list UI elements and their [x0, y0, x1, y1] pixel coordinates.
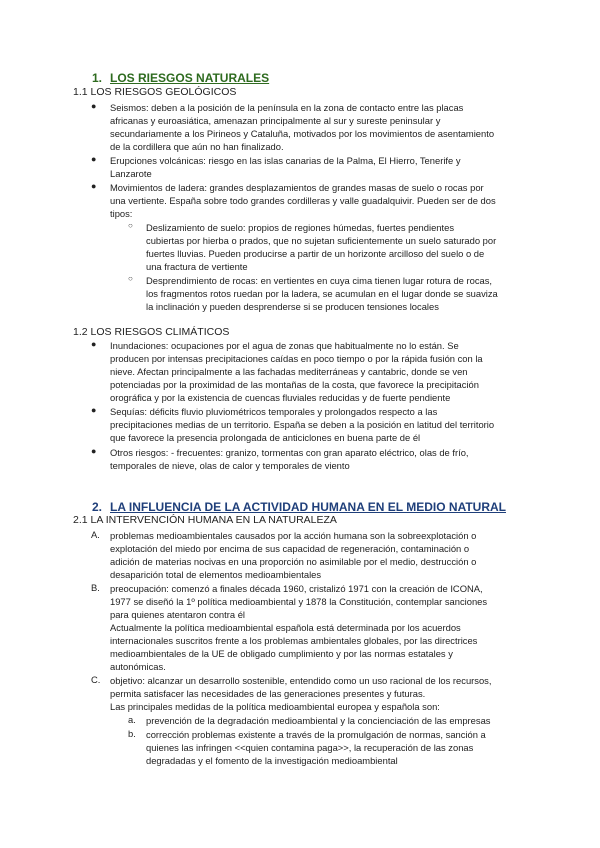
list-item-line: potenciadas por la proximidad de las montañas de la costa, que favorece la precipitación — [110, 379, 479, 390]
list-item-line: producen por intensas precipitaciones caídas en poco tiempo o por la rápida fusión con la — [110, 353, 483, 364]
list-item-line: explotación del miedo por encima de sus capacidad de regeneración, contaminación o — [110, 543, 470, 554]
list-item-line: preocupación: comenzó a finales década 1960, cristalizó 1971 con la creación de ICONA, — [110, 583, 483, 594]
list-item-line: nieve. Afectan principalmente a las fachadas mediterráneas y cantabric, donde se ven — [110, 366, 468, 377]
sublist-item-line: Deslizamiento de suelo: propios de regiones húmedas, fuertes pendientes — [146, 222, 455, 233]
bullet: ● — [91, 446, 97, 456]
sublist-item-line: corrección problemas existente a través de la promulgación de normas, sanción a — [146, 729, 486, 740]
section-2-heading — [92, 500, 506, 514]
list-item-line: Seismos: deben a la posición de la península en la zona de contacto entre las placas — [110, 102, 464, 113]
sublist-item-line: una fractura de vertiente — [146, 261, 248, 272]
section-1-number: 1. — [92, 71, 103, 85]
bullet: ● — [91, 154, 97, 164]
section-1-title: LOS RIESGOS NATURALES — [110, 71, 270, 85]
sublist-marker: a. — [128, 714, 136, 725]
list-item-line: para quienes atentaron contra él — [110, 609, 245, 620]
section-1-heading — [92, 71, 269, 85]
subsection-2-1-title: 2.1 LA INTERVENCIÓN HUMANA EN LA NATURALEZA — [73, 514, 337, 526]
bullet: ● — [91, 405, 97, 415]
sublist-item-line: los fragmentos rotos ruedan por la ladera, se acumulan en el lugar donde se suaviza — [146, 288, 498, 299]
list-item-line: autonómicas. — [110, 661, 166, 672]
sublist-marker: b. — [128, 728, 136, 739]
sublist-item-line: degradadas y el fomento de la investigación medioambiental — [146, 755, 398, 766]
sublist-item-line: Desprendimiento de rocas: en vertientes en cuya cima tienen lugar rotura de rocas, — [146, 275, 493, 286]
list-item-line: medioambientales de la UE de obligado cumplimiento y por las normas estatales y — [110, 648, 453, 659]
sublist-item-line: fuertes lluvias. Pueden producirse a partir de un horizonte arcilloso del suelo o de — [146, 248, 485, 259]
list-item-line: tipos: — [110, 208, 133, 219]
list-item-line: Las principales medidas de la política medioambiental europea y española son: — [110, 701, 440, 712]
list-item-line: desaparición total de elementos medioambientales — [110, 569, 322, 580]
bullet: ● — [91, 181, 97, 191]
list-item-line: Lanzarote — [110, 168, 152, 179]
list-item-line: que favorece la presencia prolongada de anticiclones en buena parte de él — [110, 432, 421, 443]
list-item-line: africanas y euroasiática, amenazan principalmente al sur y sureste peninsular y — [110, 115, 441, 126]
list-item-line: Movimientos de ladera: grandes desplazamientos de grandes masas de suelo o rocas por — [110, 182, 484, 193]
list-item-line: secundariamente a los Pirineos y Cataluña, motivados por los movimientos de asentamiento — [110, 128, 495, 139]
list-item-line: precipitaciones medias de un territorio. España se deben a la posición en latitud del territorio — [110, 419, 495, 430]
sublist-item-line: quienes las infringen <<quien contamina paga>>, la recuperación de las zonas — [146, 742, 474, 753]
list-item-line: Actualmente la política medioambiental española está determinada por los acuerdos — [110, 622, 461, 633]
bullet: ● — [91, 101, 97, 111]
list-item-line: adición de materias nocivas en una proporción no asimilable por el medio, destrucción o — [110, 556, 477, 567]
list-item-line: de la cordillera que aún no han finalizado. — [110, 141, 284, 152]
list-item-line: 1977 se diseñó la 1º política medioambiental y 1878 la Constitución, contemplar sanciones — [110, 596, 488, 607]
list-item-line: Erupciones volcánicas: riesgo en las islas canarias de la Palma, El Hierro, Tenerife y — [110, 155, 461, 166]
section-2-number: 2. — [92, 500, 103, 514]
section-2-title: LA INFLUENCIA DE LA ACTIVIDAD HUMANA EN EL MEDIO NATURAL — [110, 500, 506, 514]
list-item-line: internacionales suscritos frente a los problemas ambientales globales, por las directrices — [110, 635, 478, 646]
list-item-line: Otros riesgos: - frecuentes: granizo, tormentas con gran aparato eléctrico, olas de frío, — [110, 447, 469, 458]
list-item-line: una vertiente. España sobre todo grandes cordilleras y valle guadalquivir. Pueden ser de dos — [110, 195, 496, 206]
list-item-line: temporales de nieve, olas de calor y temporales de viento — [110, 460, 350, 471]
list-marker: B. — [91, 582, 100, 593]
list-item-line: permita satisfacer las necesidades de las generaciones presentes y futuras. — [110, 688, 426, 699]
list-item-line: Sequías: déficits fluvio pluviométricos temporales y prolongados respecto a las — [110, 406, 438, 417]
circle-bullet: ○ — [128, 274, 133, 283]
list-marker: A. — [91, 529, 100, 540]
list-item-line: Inundaciones: ocupaciones por el agua de zonas que habitualmente no lo están. Se — [110, 340, 459, 351]
sublist-item-line: prevención de la degradación medioambiental y la concienciación de las empresas — [146, 715, 491, 726]
list-item-line: orográfica y por la existencia de cuencas fluviales reducidas y de fuerte pendiente — [110, 392, 451, 403]
list-marker: C. — [91, 674, 101, 685]
list-item-line: problemas medioambientales causados por la acción humana son la sobreexplotación o — [110, 530, 477, 541]
sublist-item-line: la inclinación y pueden desprenderse si se producen tensiones locales — [146, 301, 439, 312]
sublist-item-line: cubiertas por hierba o prados, que no sujetan suficientemente un suelo saturado por — [146, 235, 497, 246]
list-item-line: objetivo: alcanzar un desarrollo sostenible, entendido como un uso racional de los recursos, — [110, 675, 492, 686]
circle-bullet: ○ — [128, 221, 133, 230]
subsection-1-2-title: 1.2 LOS RIESGOS CLIMÁTICOS — [73, 326, 230, 338]
bullet: ● — [91, 339, 97, 349]
subsection-1-1-title: 1.1 LOS RIESGOS GEOLÓGICOS — [73, 86, 237, 98]
